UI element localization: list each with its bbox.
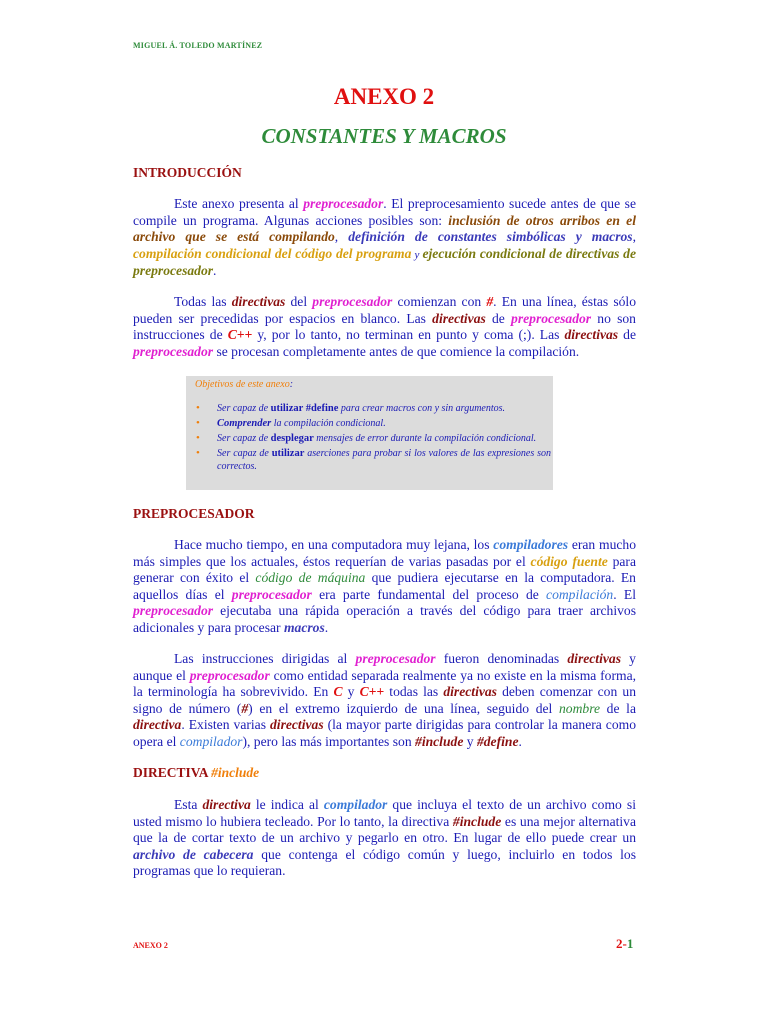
page-title: ANEXO 2 bbox=[333, 84, 435, 109]
objective-item: • Comprender la compilación condicional. bbox=[196, 417, 386, 429]
objective-item: • Ser capaz de desplegar mensajes de error durante la compilación condicional. bbox=[196, 432, 537, 444]
footer-running-title: ANEXO 2 bbox=[133, 941, 168, 950]
bullet-icon: • bbox=[196, 402, 200, 414]
running-head: MIGUEL Á. TOLEDO MARTÍNEZ bbox=[133, 41, 263, 50]
objectives-title: Objetivos de este anexo: bbox=[195, 379, 294, 390]
page-number: 2-1 bbox=[616, 936, 634, 951]
bullet-icon: • bbox=[196, 432, 200, 444]
paragraph-instrucciones: Las instrucciones dirigidas al preprocesador fueron denominadas directivas y aunque el preprocesador como entidad separada realmente ya no existe en la misma forma, la terminología ha sobrevivido. En C y C++ todas las directivas deben comenzar con un signo de número (#) en el extremo izquierdo de una línea, seguido del nombre de la directiva. Existen varias directivas (la mayor parte dirigidas para controlar la manera como opera el compilador), pero las más importantes son #include y #define. bbox=[133, 651, 637, 749]
paragraph-intro: Este anexo presenta al preprocesador. El preprocesamiento sucede antes de que se compile un programa. Algunas acciones posibles son: inclusión de otros arribos en el archivo que se está compilando, definición de constantes simbólicas y macros, compilación condicional del código del programa y ejecución condicional de directivas de preprocesador. bbox=[133, 196, 636, 278]
section-heading-include: DIRECTIVA #include bbox=[133, 765, 260, 780]
page-subtitle: CONSTANTES Y MACROS bbox=[261, 124, 507, 148]
objective-item: • Ser capaz de utilizar aserciones para probar si los valores de las expresiones son correctos. bbox=[196, 447, 551, 472]
objectives-box bbox=[186, 376, 553, 490]
objective-item: • Ser capaz de utilizar #define para crear macros con y sin argumentos. bbox=[196, 402, 506, 414]
objectives-list bbox=[195, 402, 551, 475]
bullet-icon: • bbox=[196, 447, 200, 459]
paragraph-include: Esta directiva le indica al compilador que incluya el texto de un archivo como si usted mismo lo hubiera tecleado. Por lo tanto, la directiva #include es una mejor alternativa que la de cortar texto de un archivo y pegarlo en otro. En lugar de ello puede crear un archivo de cabecera que contenga el código común y luego, incluirlo en todos los programas que lo requieran. bbox=[133, 797, 636, 878]
section-heading-introduccion: INTRODUCCIÓN bbox=[133, 165, 242, 180]
section-heading-preprocesador: PREPROCESADOR bbox=[133, 506, 255, 521]
paragraph-historia: Hace mucho tiempo, en una computadora muy lejana, los compiladores eran mucho más simples que los actuales, éstos requerían de varias pasadas por el código fuente para generar con éxito el código de máquina que pudiera ejecutarse en la computadora. En aquellos días el preprocesador era parte fundamental del proceso de compilación. El preprocesador ejecutaba una rápida operación a través del código para traer archivos adicionales y para procesar macros. bbox=[133, 537, 636, 635]
bullet-icon: • bbox=[196, 417, 200, 429]
paragraph-directivas: Todas las directivas del preprocesador comienzan con #. En una línea, éstas sólo pueden ser precedidas por espacios en blanco. Las directivas de preprocesador no son instrucciones de C++ y, por lo tanto, no terminan en punto y coma (;). Las directivas de preprocesador se procesan completamente antes de que comience la compilación. bbox=[133, 294, 637, 359]
